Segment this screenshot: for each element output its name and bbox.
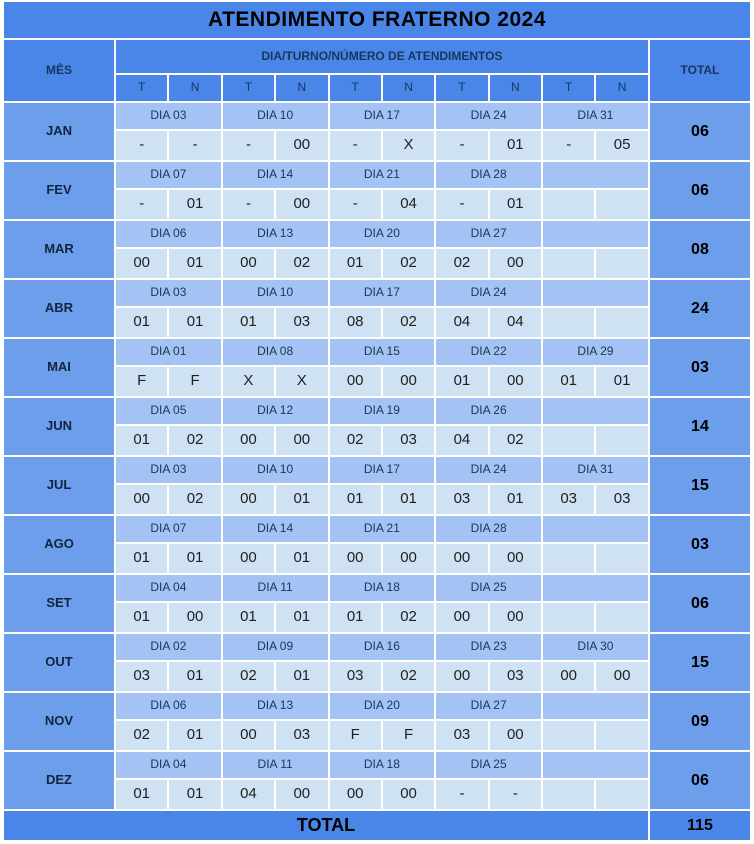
turn-header-cell: T [436,75,487,101]
attendance-value-cell: 01 [383,485,434,514]
attendance-value-cell: 01 [116,544,167,573]
attendance-value-cell: 03 [543,485,594,514]
attendance-value-cell: - [543,131,594,160]
month-total-cell: 03 [650,516,750,573]
title-row [4,2,750,38]
day-header-cell: DIA 20 [330,221,435,247]
month-total-cell: 03 [650,339,750,396]
month-label: AGO [4,516,114,573]
attendance-value-cell: 02 [383,662,434,691]
turn-header-cell: T [223,75,274,101]
attendance-value-cell: 00 [276,426,327,455]
day-header-cell: DIA 22 [436,339,541,365]
month-day-row [4,457,750,483]
attendance-value-cell: 03 [596,485,648,514]
attendance-value-cell: 01 [543,367,594,396]
attendance-value-cell: 00 [383,780,434,809]
day-header-cell: DIA 03 [116,103,221,129]
attendance-value-cell: 01 [276,485,327,514]
day-header-cell [543,162,648,188]
attendance-value-cell: 03 [116,662,167,691]
attendance-value-cell: 00 [490,249,541,278]
col-header-dia-turno: DIA/TURNO/NÚMERO DE ATENDIMENTOS [116,40,648,73]
day-header-cell: DIA 12 [223,398,328,424]
attendance-value-cell: 02 [116,721,167,750]
attendance-value-cell: 00 [383,367,434,396]
header-row [4,40,750,73]
day-header-cell: DIA 23 [436,634,541,660]
day-header-cell: DIA 19 [330,398,435,424]
day-header-cell [543,693,648,719]
attendance-value-cell: 00 [169,603,220,632]
day-header-cell [543,752,648,778]
month-value-row [4,544,750,573]
day-header-cell: DIA 18 [330,752,435,778]
month-value-row [4,131,750,160]
attendance-value-cell: 01 [116,603,167,632]
month-total-cell: 06 [650,162,750,219]
attendance-value-cell: 03 [436,721,487,750]
month-value-row [4,249,750,278]
month-total-cell: 06 [650,103,750,160]
attendance-value-cell: 01 [116,780,167,809]
day-header-cell: DIA 28 [436,516,541,542]
month-day-row [4,752,750,778]
day-header-cell: DIA 10 [223,103,328,129]
month-label: NOV [4,693,114,750]
month-total-cell: 15 [650,634,750,691]
attendance-value-cell [543,249,594,278]
attendance-value-cell: 02 [169,426,220,455]
attendance-value-cell: - [223,190,274,219]
attendance-value-cell: - [436,190,487,219]
turn-header-cell: N [383,75,434,101]
month-label: ABR [4,280,114,337]
day-header-cell: DIA 24 [436,103,541,129]
attendance-value-cell: 02 [223,662,274,691]
attendance-value-cell: F [169,367,220,396]
day-header-cell: DIA 20 [330,693,435,719]
attendance-value-cell [543,544,594,573]
day-header-cell: DIA 27 [436,693,541,719]
day-header-cell: DIA 17 [330,457,435,483]
attendance-value-cell: 01 [169,662,220,691]
attendance-value-cell: 00 [543,662,594,691]
attendance-value-cell: 02 [490,426,541,455]
turn-header-row [4,75,750,101]
attendance-value-cell [543,780,594,809]
attendance-value-cell: 03 [330,662,381,691]
attendance-value-cell: 01 [223,603,274,632]
day-header-cell: DIA 25 [436,575,541,601]
month-day-row [4,634,750,660]
attendance-value-cell: 04 [490,308,541,337]
attendance-value-cell: 02 [383,249,434,278]
attendance-value-cell: F [383,721,434,750]
attendance-value-cell: 03 [436,485,487,514]
month-label: JUL [4,457,114,514]
attendance-value-cell: - [490,780,541,809]
month-day-row [4,221,750,247]
day-header-cell: DIA 03 [116,280,221,306]
day-header-cell: DIA 17 [330,280,435,306]
attendance-value-cell: 01 [169,780,220,809]
day-header-cell: DIA 21 [330,516,435,542]
attendance-value-cell: 01 [169,249,220,278]
day-header-cell [543,575,648,601]
attendance-value-cell: 03 [276,308,327,337]
attendance-value-cell: 00 [596,662,648,691]
month-total-cell: 08 [650,221,750,278]
attendance-value-cell: 02 [436,249,487,278]
page-title: ATENDIMENTO FRATERNO 2024 [4,2,750,38]
attendance-value-cell: 00 [330,780,381,809]
attendance-value-cell: 00 [116,485,167,514]
day-header-cell: DIA 25 [436,752,541,778]
attendance-value-cell: 00 [223,485,274,514]
day-header-cell: DIA 04 [116,752,221,778]
day-header-cell: DIA 28 [436,162,541,188]
attendance-value-cell: 00 [276,131,327,160]
day-header-cell: DIA 06 [116,693,221,719]
attendance-value-cell: - [436,780,487,809]
day-header-cell: DIA 07 [116,162,221,188]
attendance-value-cell: 01 [169,308,220,337]
attendance-value-cell: 01 [490,131,541,160]
attendance-value-cell [543,721,594,750]
attendance-value-cell: 01 [169,544,220,573]
day-header-cell: DIA 30 [543,634,648,660]
attendance-value-cell [596,780,648,809]
attendance-value-cell [596,721,648,750]
attendance-value-cell: 00 [223,426,274,455]
attendance-value-cell: - [116,190,167,219]
day-header-cell: DIA 11 [223,752,328,778]
attendance-value-cell: 01 [330,249,381,278]
turn-header-cell: N [169,75,220,101]
attendance-value-cell: 02 [383,603,434,632]
day-header-cell: DIA 06 [116,221,221,247]
day-header-cell [543,398,648,424]
attendance-value-cell: 05 [596,131,648,160]
attendance-value-cell: 04 [436,426,487,455]
month-total-cell: 14 [650,398,750,455]
turn-header-cell: T [330,75,381,101]
month-label: SET [4,575,114,632]
day-header-cell: DIA 13 [223,221,328,247]
attendance-value-cell: 00 [223,544,274,573]
attendance-value-cell: 02 [330,426,381,455]
col-header-mes: MÊS [4,40,114,101]
day-header-cell: DIA 24 [436,280,541,306]
attendance-value-cell [596,308,648,337]
day-header-cell: DIA 24 [436,457,541,483]
attendance-value-cell: 02 [383,308,434,337]
day-header-cell: DIA 05 [116,398,221,424]
attendance-value-cell: - [436,131,487,160]
day-header-cell: DIA 04 [116,575,221,601]
day-header-cell [543,280,648,306]
month-value-row [4,308,750,337]
attendance-value-cell: 04 [223,780,274,809]
month-value-row [4,662,750,691]
month-day-row [4,398,750,424]
attendance-value-cell: 01 [169,190,220,219]
month-label: MAR [4,221,114,278]
day-header-cell: DIA 14 [223,516,328,542]
attendance-value-cell: 03 [276,721,327,750]
month-value-row [4,426,750,455]
attendance-value-cell [543,308,594,337]
attendance-value-cell: 01 [330,603,381,632]
attendance-value-cell: X [383,131,434,160]
month-value-row [4,367,750,396]
attendance-value-cell: 04 [383,190,434,219]
attendance-value-cell: - [169,131,220,160]
day-header-cell: DIA 08 [223,339,328,365]
month-day-row [4,280,750,306]
attendance-value-cell: 00 [383,544,434,573]
attendance-value-cell: 00 [490,721,541,750]
day-header-cell: DIA 16 [330,634,435,660]
attendance-value-cell: 08 [330,308,381,337]
day-header-cell: DIA 26 [436,398,541,424]
attendance-value-cell: - [223,131,274,160]
month-label: MAI [4,339,114,396]
attendance-value-cell: X [223,367,274,396]
attendance-value-cell [543,426,594,455]
attendance-value-cell: 01 [490,485,541,514]
day-header-cell: DIA 15 [330,339,435,365]
footer-row [4,811,750,840]
month-total-cell: 06 [650,575,750,632]
attendance-value-cell: 00 [436,544,487,573]
day-header-cell: DIA 10 [223,280,328,306]
day-header-cell: DIA 31 [543,103,648,129]
attendance-value-cell: 03 [383,426,434,455]
attendance-value-cell [596,426,648,455]
attendance-value-cell: 00 [276,780,327,809]
attendance-value-cell [596,603,648,632]
attendance-value-cell: 01 [436,367,487,396]
month-value-row [4,780,750,809]
attendance-value-cell: 01 [276,544,327,573]
attendance-value-cell: - [330,190,381,219]
day-header-cell: DIA 11 [223,575,328,601]
month-day-row [4,162,750,188]
month-day-row [4,516,750,542]
day-header-cell: DIA 02 [116,634,221,660]
attendance-value-cell [543,603,594,632]
attendance-value-cell: 00 [330,367,381,396]
attendance-value-cell [596,190,648,219]
attendance-value-cell: 00 [330,544,381,573]
day-header-cell: DIA 03 [116,457,221,483]
attendance-value-cell: 01 [330,485,381,514]
day-header-cell: DIA 07 [116,516,221,542]
attendance-value-cell: 02 [276,249,327,278]
day-header-cell: DIA 14 [223,162,328,188]
month-label: FEV [4,162,114,219]
attendance-value-cell: 00 [223,721,274,750]
attendance-value-cell: F [116,367,167,396]
turn-header-cell: N [276,75,327,101]
month-total-cell: 09 [650,693,750,750]
attendance-value-cell: 00 [436,662,487,691]
col-header-total: TOTAL [650,40,750,101]
attendance-value-cell: 03 [490,662,541,691]
day-header-cell: DIA 18 [330,575,435,601]
month-label: JAN [4,103,114,160]
day-header-cell: DIA 17 [330,103,435,129]
day-header-cell: DIA 01 [116,339,221,365]
day-header-cell: DIA 29 [543,339,648,365]
attendance-value-cell [596,249,648,278]
attendance-value-cell: 01 [596,367,648,396]
footer-total-label: TOTAL [4,811,648,840]
attendance-value-cell [596,544,648,573]
day-header-cell: DIA 27 [436,221,541,247]
attendance-value-cell: 01 [169,721,220,750]
day-header-cell [543,516,648,542]
month-label: JUN [4,398,114,455]
footer-total-value: 115 [650,811,750,840]
month-total-cell: 15 [650,457,750,514]
attendance-value-cell: 01 [116,308,167,337]
attendance-value-cell: 00 [116,249,167,278]
month-value-row [4,485,750,514]
turn-header-cell: T [543,75,594,101]
day-header-cell: DIA 09 [223,634,328,660]
month-label: OUT [4,634,114,691]
month-value-row [4,721,750,750]
attendance-value-cell: 04 [436,308,487,337]
month-label: DEZ [4,752,114,809]
day-header-cell: DIA 13 [223,693,328,719]
attendance-value-cell: 02 [169,485,220,514]
day-header-cell: DIA 10 [223,457,328,483]
turn-header-cell: T [116,75,167,101]
attendance-value-cell: 00 [490,544,541,573]
attendance-value-cell: X [276,367,327,396]
month-day-row [4,339,750,365]
attendance-value-cell: 00 [276,190,327,219]
attendance-value-cell: - [330,131,381,160]
attendance-value-cell: 01 [276,603,327,632]
month-value-row [4,190,750,219]
month-day-row [4,693,750,719]
attendance-value-cell: 00 [223,249,274,278]
month-day-row [4,103,750,129]
turn-header-cell: N [596,75,648,101]
attendance-value-cell: 00 [490,603,541,632]
turn-header-cell: N [490,75,541,101]
attendance-value-cell: - [116,131,167,160]
month-total-cell: 24 [650,280,750,337]
month-total-cell: 06 [650,752,750,809]
attendance-value-cell: 01 [276,662,327,691]
month-day-row [4,575,750,601]
attendance-value-cell: 01 [223,308,274,337]
day-header-cell: DIA 31 [543,457,648,483]
attendance-value-cell: 01 [116,426,167,455]
day-header-cell: DIA 21 [330,162,435,188]
day-header-cell [543,221,648,247]
atendimento-table [2,0,752,842]
attendance-value-cell: 01 [490,190,541,219]
attendance-value-cell: 00 [436,603,487,632]
month-value-row [4,603,750,632]
attendance-value-cell: 00 [490,367,541,396]
attendance-value-cell [543,190,594,219]
attendance-value-cell: F [330,721,381,750]
